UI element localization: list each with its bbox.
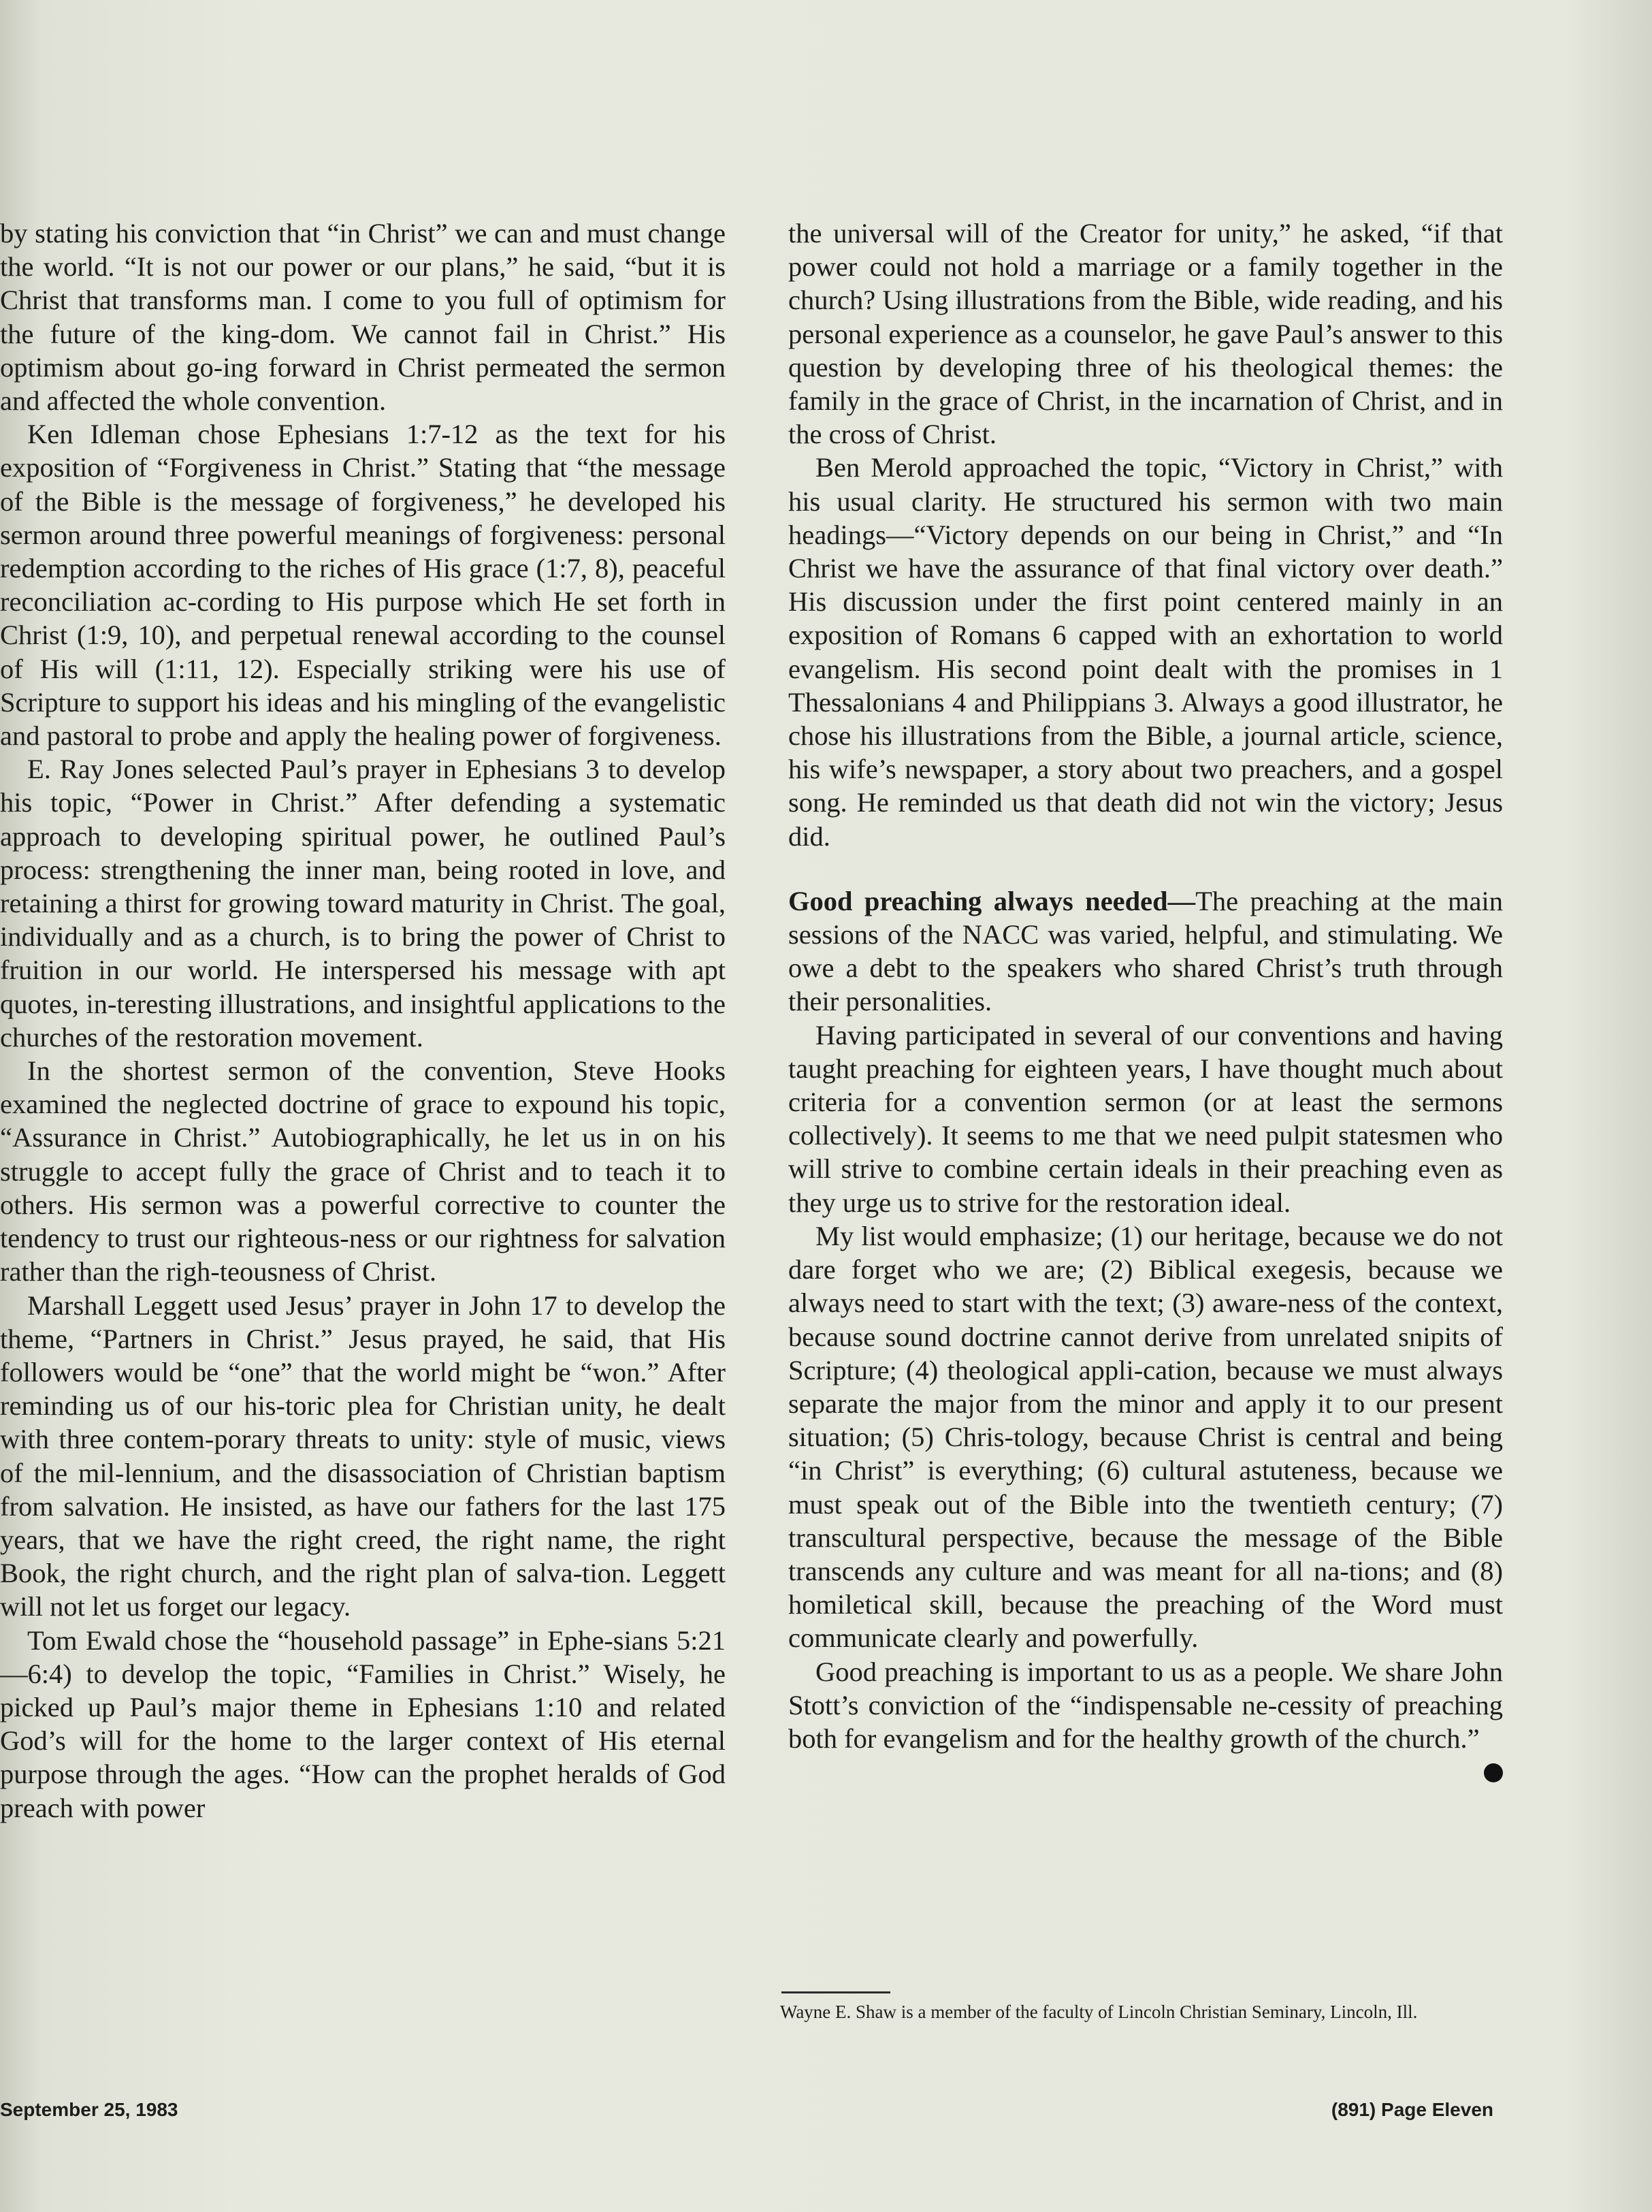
section-heading: Good preaching always needed— (788, 885, 1196, 916)
section-text: The preaching at the main sessions of the NACC was varied, helpful, and stimulating. We owe a debt to the speakers who shared Christ’s truth through their personalities. (788, 885, 1503, 1017)
closing-text: Good preaching is important to us as a people. We share John Stott’s conviction of the “indispensable ne-cessity of preaching both for evangelism and for the healthy growth of the church.” (788, 1656, 1503, 1754)
end-mark-icon (1484, 1763, 1503, 1782)
paragraph: the universal will of the Creator for unity,” he asked, “if that power could not hold a marriage or a family together in the church? Using illustrations from the Bible, wide reading, and his personal experience as a counselor, he gave Paul’s answer to this question by developing three of his theological themes: the family in the grace of Christ, in the incarnation of Christ, and in the cross of Christ. (788, 218, 1503, 450)
paragraph: Tom Ewald chose the “household passage” in Ephe-sians 5:21—6:4) to develop the topic, “Families in Christ.” Wisely, he picked up Paul’s major theme in Ephesians 1:10 and related God’s will for the home to the larger context of His eternal purpose through the ages. “How can the prophet heralds of God preach with power (0, 1624, 726, 1823)
bio-divider (781, 1991, 890, 1993)
paragraph: In the shortest sermon of the convention, Steve Hooks examined the neglected doctrine of grace to expound his topic, “Assurance in Christ.” Autobiographically, he let us in on his struggle to accept fully the grace of Christ and to teach it to others. His sermon was a powerful corrective to counter the tendency to trust our righteous-ness or our rightness for salvation rather than the righ-teousness of Christ. (0, 1055, 726, 1287)
left-column (0, 217, 726, 1825)
paragraph: E. Ray Jones selected Paul’s prayer in Ephesians 3 to develop his topic, “Power in Christ.” After defending a systematic approach to developing spiritual power, he outlined Paul’s process: strengthening the inner man, being rooted in love, and retaining a thirst for growing toward maturity in Christ. The goal, individually and as a church, is to bring the power of Christ to fruition in our world. He interspersed his message with apt quotes, in-teresting illustrations, and insightful applications to the churches of the restoration movement. (0, 754, 726, 1053)
footer-page-number: (891) Page Eleven (1331, 2099, 1493, 2120)
section-paragraph (788, 884, 1503, 1019)
paragraph: Ben Merold approached the topic, “Victory in Christ,” with his usual clarity. He structured his sermon with two main headings—“Victory depends on our being in Christ,” and “In Christ we have the assurance of that final victory over death.” His discussion under the first point centered mainly in an exposition of Romans 6 capped with an exhortation to world evangelism. His second point dealt with the promises in 1 Thessalonians 4 and Philippians 3. Always a good illustrator, he chose his illustrations from the Bible, a journal article, science, his wife’s newspaper, a story about two preachers, and a gospel song. He reminded us that death did not win the victory; Jesus did. (788, 452, 1503, 852)
paragraph: Having participated in several of our conventions and having taught preaching for eighteen years, I have thought much about criteria for a convention sermon (or at least the sermons collectively). It seems to me that we need pulpit statesmen who will strive to combine certain ideals in their preaching even as they urge us to strive for the restoration ideal. (788, 1019, 1503, 1218)
author-bio: Wayne E. Shaw is a member of the faculty of Lincoln Christian Seminary, Lincoln, Ill. (780, 2002, 1418, 2022)
paragraph: Marshall Leggett used Jesus’ prayer in John 17 to develop the theme, “Partners in Christ.” Jesus prayed, he said, that His followers would be “one” that the world might be “won.” After reminding us of our his-toric plea for Christian unity, he dealt with three contem-porary threats to unity: style of music, views of the mil-lennium, and the disassociation of Christian baptism from salvation. He insisted, as have our fathers for the last 175 years, that we have the right creed, the right name, the right Book, the right church, and the right plan of salva-tion. Leggett will not let us forget our legacy. (0, 1289, 726, 1622)
paragraph: by stating his conviction that “in Christ” we can and must change the world. “It is not our power or our plans,” he said, “but it is Christ that transforms man. I come to you full of optimism for the future of the king-dom. We cannot fail in Christ.” His optimism about go-ing forward in Christ permeated the sermon and affected the whole convention. (0, 218, 726, 417)
right-column (788, 217, 1503, 1782)
paragraph: My list would emphasize; (1) our heritage, because we do not dare forget who we are; (2) Biblical exegesis, because we always need to start with the text; (3) aware-ness of the context, because sound doctrine cannot derive from unrelated snipits of Scripture; (4) theological appli-cation, because we must always separate the major from the minor and apply it to our present situation; (5) Chris-tology, because Christ is central and being “in Christ” is everything; (6) cultural astuteness, because we must speak out of the Bible into the twentieth century; (7) transcultural perspective, because the message of the Bible transcends any culture and was meant for all na-tions; and (8) homiletical skill, because the preaching of the Word must communicate clearly and powerfully. (788, 1220, 1503, 1654)
paragraph: Ken Idleman chose Ephesians 1:7-12 as the text for his exposition of “Forgiveness in Christ.” Stating that “the message of the Bible is the message of forgiveness,” he developed his sermon around three powerful meanings of forgiveness: personal redemption according to the riches of His grace (1:7, 8), peaceful reconciliation ac-cording to His purpose which He set forth in Christ (1:9, 10), and perpetual renewal according to the counsel of His will (1:11, 12). Especially striking were his use of Scripture to support his ideas and his mingling of the evangelistic and pastoral to probe and apply the healing power of forgiveness. (0, 419, 726, 752)
closing-paragraph (788, 1655, 1503, 1756)
footer-date: September 25, 1983 (0, 2099, 178, 2120)
